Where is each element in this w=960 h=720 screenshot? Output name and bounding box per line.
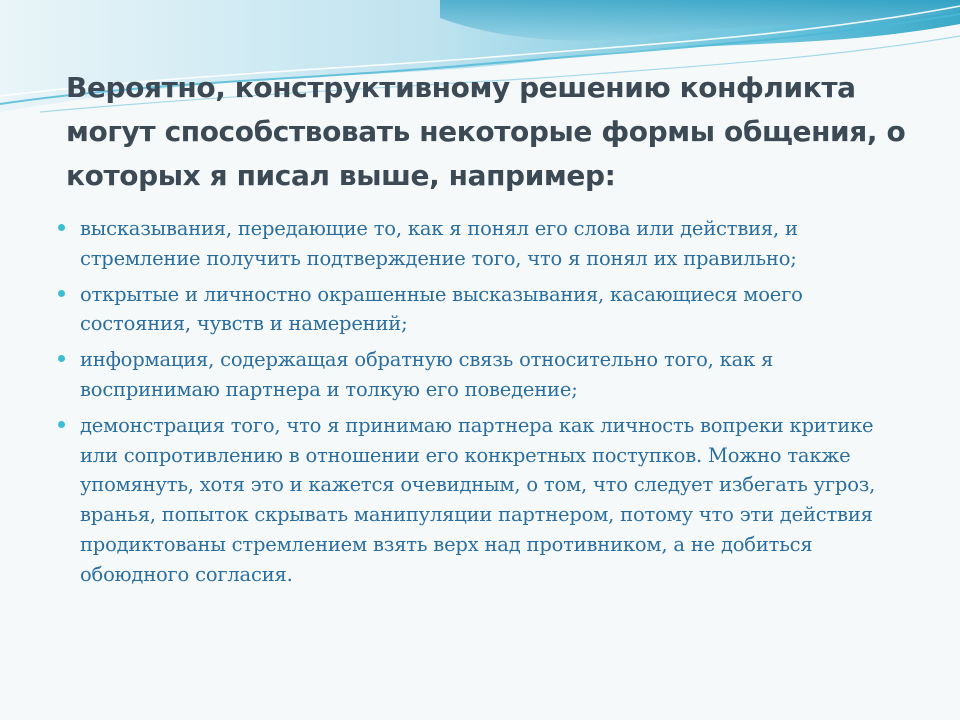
- list-item-text: демонстрация того, что я принимаю партнера как личность вопреки критике или сопротивлению в отношении его конкретных поступков. Можно также упомянуть, хотя это и кажется очевидным, о том, что следует избегать угроз, вранья, попыток скрывать манипуляции партнером, потому что эти действия продиктованы стремлением взять верх над противником, а не добиться обоюдного согласия.: [80, 413, 876, 586]
- bullet-list: [56, 214, 906, 596]
- bullet-dot-icon: [58, 355, 65, 362]
- list-item: [56, 214, 906, 274]
- slide-title: Вероятно, конструктивному решению конфликта могут способствовать некоторые формы общения, о которых я писал выше, например:: [66, 71, 906, 192]
- bullet-dot-icon: [58, 224, 65, 231]
- bullet-dot-icon: [58, 421, 65, 428]
- bullet-dot-icon: [58, 290, 65, 297]
- list-item-text: открытые и личностно окрашенные высказывания, касающиеся моего состояния, чувств и намерений;: [80, 282, 803, 336]
- list-item-text: высказывания, передающие то, как я понял его слова или действия, и стремление получить подтверждение того, что я понял их правильно;: [80, 217, 798, 270]
- list-item: [56, 345, 906, 405]
- list-item: [56, 280, 906, 340]
- list-item-text: информация, содержащая обратную связь относительно того, как я воспринимаю партнера и толкую его поведение;: [80, 348, 774, 401]
- list-item: [56, 411, 906, 590]
